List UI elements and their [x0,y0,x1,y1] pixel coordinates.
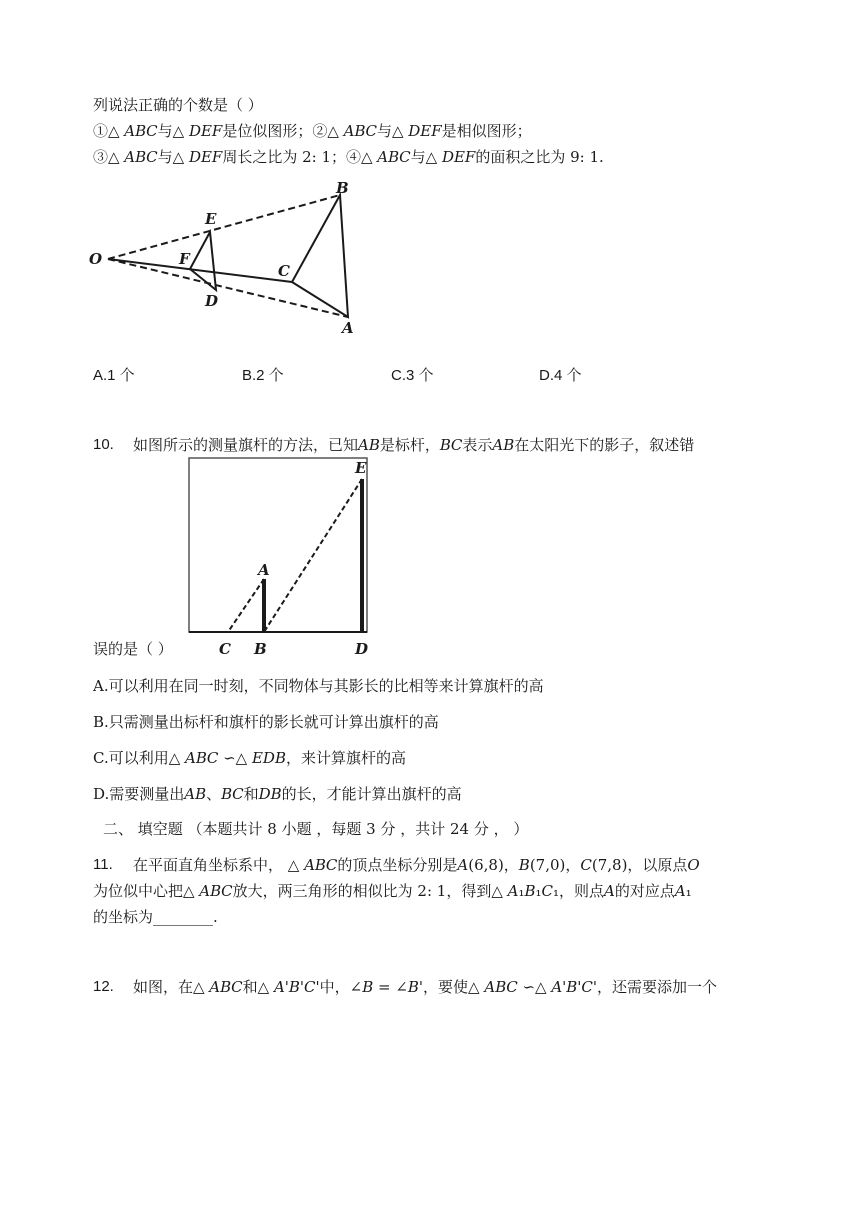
q10-option-b: B.只需测量出标杆和旗杆的影长就可计算出旗杆的高 [93,713,439,731]
q10-option-c: C.可以利用△ 𝐴𝐵𝐶 ∽△ 𝐸𝐷𝐵，来计算旗杆的高 [93,749,406,767]
q9-option-b: B.2 个 [242,367,284,384]
label-b: B [254,640,267,658]
sunray-ac [228,579,264,632]
q9-statement-2: ③△ 𝐴𝐵𝐶与△ 𝐷𝐸𝐹周长之比为 2: 1；④△ 𝐴𝐵𝐶与△ 𝐷𝐸𝐹的面积之比为 9: 1. [93,148,604,166]
q10-option-a: A.可以利用在同一时刻，不同物体与其影长的比相等来计算旗杆的高 [93,677,544,695]
ray-ob [108,195,340,259]
q9-statement-1: ①△ 𝐴𝐵𝐶与△ 𝐷𝐸𝐹是位似图形；②△ 𝐴𝐵𝐶与△ 𝐷𝐸𝐹是相似图形； [93,122,532,140]
q10-number: 10. [93,436,114,453]
label-e: E [355,459,367,477]
q10-stem-tail: 误的是（ ） [93,640,173,658]
label-a: A [258,561,270,579]
q9-option-a: A.1 个 [93,367,135,384]
q9-option-d: D.4 个 [539,367,582,384]
q10-option-d: D.需要测量出𝐴𝐵、𝐵𝐶和𝐷𝐵的长，才能计算出旗杆的高 [93,785,462,803]
label-b: B [336,179,349,197]
q12-number: 12. [93,978,114,995]
q10-stem: 如图所示的测量旗杆的方法，已知𝐴𝐵是标杆，𝐵𝐶表示𝐴𝐵在太阳光下的影子，叙述错 [133,436,695,454]
ray-oc [108,259,292,282]
q11-number: 11. [93,856,113,873]
label-c: C [278,262,290,280]
label-d: D [205,292,219,310]
q12-stem: 如图，在△ 𝐴𝐵𝐶和△ 𝐴'𝐵'𝐶'中，∠𝐵 = ∠𝐵'，要使△ 𝐴𝐵𝐶 ∽△ 𝐴'𝐵'𝐶'，还需要添加一个 [133,978,718,996]
sunray-eb [264,479,362,632]
label-o: O [89,250,103,268]
triangle-def [190,232,216,290]
label-f: F [179,250,190,268]
label-c: C [219,640,231,658]
figure-frame [189,458,367,632]
q9-figure [85,175,375,340]
q9-stem-tail: 列说法正确的个数是（ ） [93,96,263,114]
label-e: E [205,210,217,228]
q10-figure [188,455,370,660]
label-d: D [355,640,369,658]
triangle-abc [292,195,348,317]
ray-oa [108,259,348,317]
q11-line-3: 的坐标为________. [93,908,218,926]
section-2-heading: 二、 填空题 （本题共计 8 小题 ，每题 3 分 ，共计 24 分 ， ） [103,820,529,838]
q11-line-1: 在平面直角坐标系中， △ 𝐴𝐵𝐶的顶点坐标分别是𝐴(6,8)，𝐵(7,0)，𝐶(7,8)，以原点𝑂 [133,856,700,874]
q11-line-2: 为位似中心把△ 𝐴𝐵𝐶放大，两三角形的相似比为 2: 1，得到△ 𝐴₁𝐵₁𝐶₁，则点𝐴的对应点𝐴₁ [93,882,692,900]
label-a: A [342,319,354,337]
q9-option-c: C.3 个 [391,367,434,384]
